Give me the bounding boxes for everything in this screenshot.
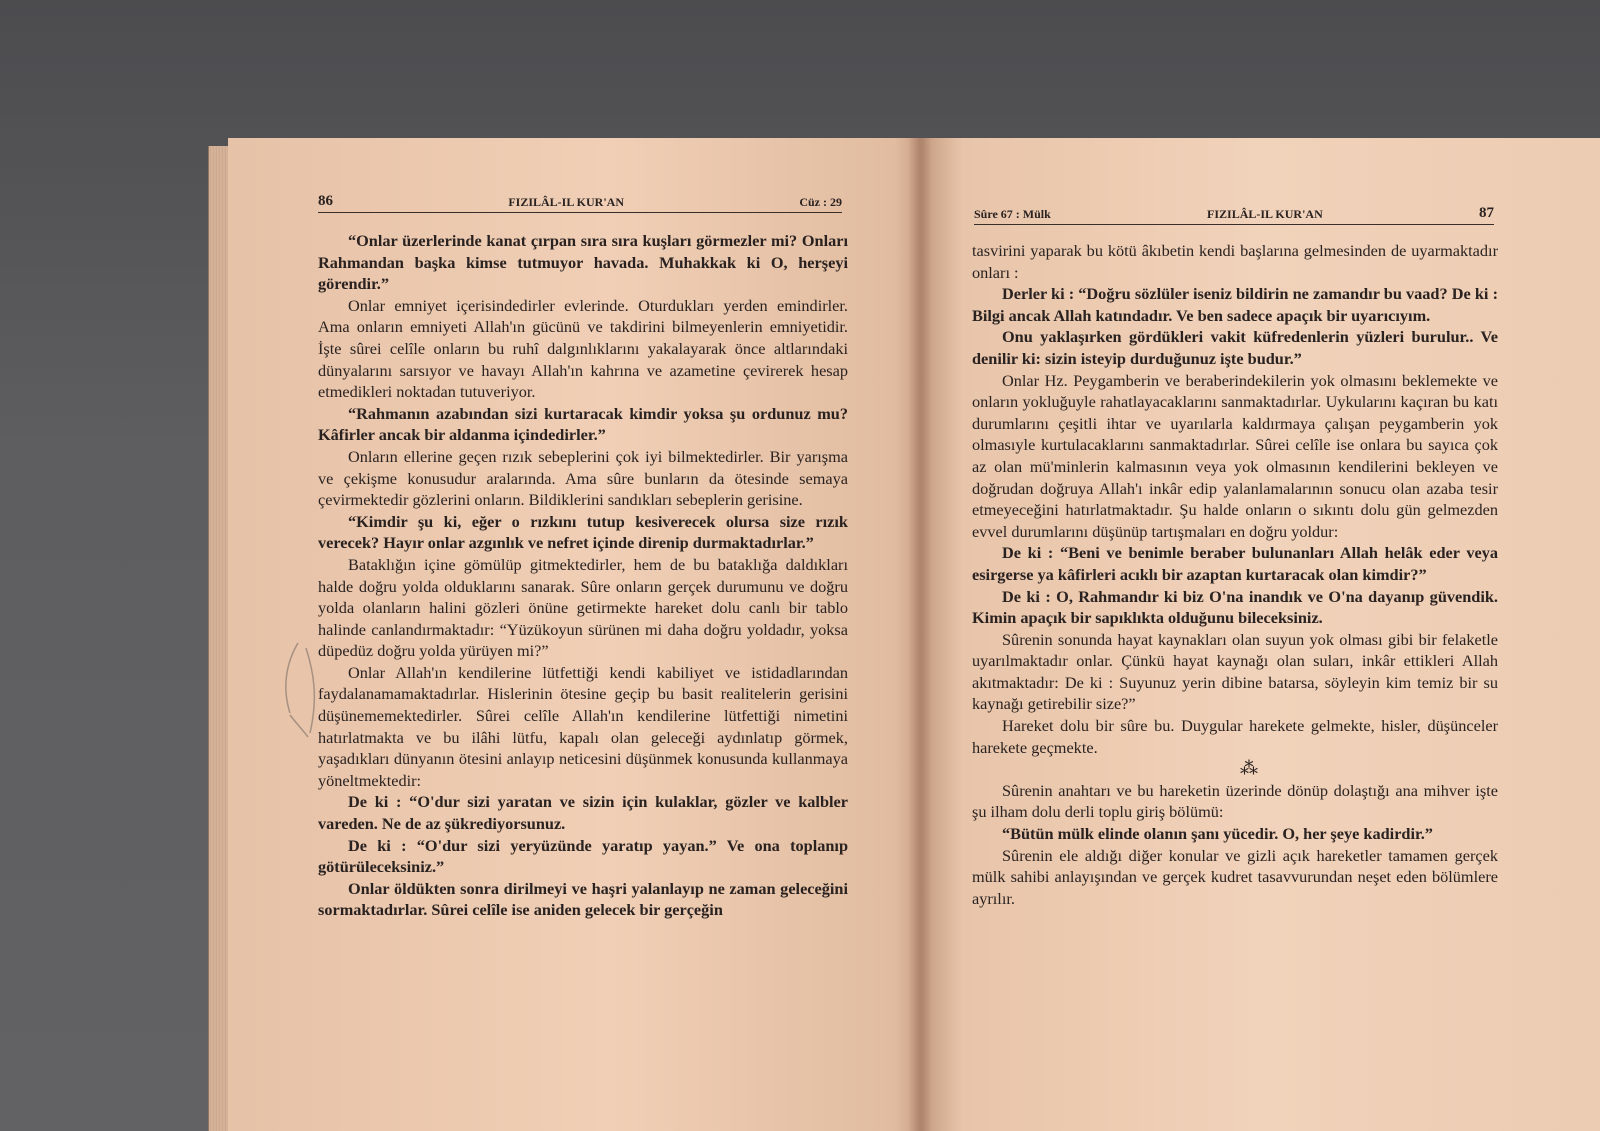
paragraph: Onlar emniyet içerisindedirler evlerinde. Oturdukları yerden emindirler. Ama onların emniyeti Allah'ın gücünü ve takdirini bilmeyenlerin emniyetidir. İşte sûrei celîle onların bu ruhî dalgınlıklarını yakalayarak önce altlarındaki dünyalarını sarsıyor ve havayı Allah'ın kahrına ve azametine çevirerek hesap etmedikleri noktadan tutuveriyor. xyxy=(318,295,848,402)
running-title: FIZILÂL-IL KUR'AN xyxy=(1207,207,1323,221)
paragraph: Onlar Allah'ın kendilerine lütfettiği kendi kabiliyet ve istidadlarından faydalanamamaktadırlar. Hislerinin ötesine geçip bu basit realitelerin gerisini düşünememektedirler. Sûrei celîle Allah'ın kendilerine lütfettiği nimetini hatırlatmakta ve bu ilâhi lütfu, kapalı olan geleceği aydınlatıp görmek, yaşadıkları dünyanın ötesini anlayıp neticesini düşünmek konusunda kullanmaya yöneltmektedir: xyxy=(318,662,848,790)
paragraph: Sûrenin ele aldığı diğer konular ve gizli açık hareketler tamamen gerçek mülk sahibi anlayışından ve gerçek kudret tasavvurundan neşet eden bölümlere ayrılır. xyxy=(972,845,1498,908)
paragraph: “Kimdir şu ki, eğer o rızkını tutup kesiverecek olursa size rızık verecek? Hayır onlar azgınlık ve nefret içinde direnip durmaktadırlar.” xyxy=(318,511,848,553)
paragraph: Onu yaklaşırken gördükleri vakit küfredenlerin yüzleri burulur.. Ve denilir ki: sizin isteyip durduğunuz işte budur.” xyxy=(972,327,1498,368)
section-label: Cüz : 29 xyxy=(799,195,842,209)
paragraph: “Onlar üzerlerinde kanat çırpan sıra sıra kuşları görmezler mi? Onları Rahmandan başka kimse tutmuyor havada. Muhakkak ki O, herşeyi görendir.” xyxy=(318,231,848,294)
right-page-body xyxy=(972,240,1498,909)
paragraph: Onların ellerine geçen rızık sebeplerini çok iyi bilmektedirler. Bir yarışma ve çekişme konusudur aralarında. Ama sûre bunların da ötesinde semaya çevirmektedir gözlerini onların. Bildiklerini sandıkları sebeplerin gerisine. xyxy=(318,446,848,510)
book-gutter xyxy=(908,138,932,1131)
paragraph: De ki : “O'dur sizi yaratan ve sizin için kulaklar, gözler ve kalbler vareden. Ne de az şükrediyorsunuz. xyxy=(318,792,848,834)
paragraph: “Rahmanın azabından sizi kurtaracak kimdir yoksa şu ordunuz mu? Kâfirler ancak bir aldanma içindedirler.” xyxy=(318,403,848,445)
page-number: 87 xyxy=(1478,205,1494,221)
paragraph: Onlar öldükten sonra dirilmeyi ve haşri yalanlayıp ne zaman geleceğini sormaktadırlar. Sûrei celîle ise aniden gelecek bir gerçeğin xyxy=(318,878,848,920)
right-body-part-2 xyxy=(972,780,1498,910)
right-page-header xyxy=(974,200,1494,225)
left-page xyxy=(228,138,922,1131)
open-book xyxy=(208,138,1600,1131)
left-page-body xyxy=(318,230,848,921)
left-page-header xyxy=(318,188,842,213)
right-page xyxy=(922,138,1600,1131)
right-body-part-1 xyxy=(972,240,1498,758)
paragraph: “Bütün mülk elinde olanın şanı yücedir. O, her şeye kadirdir.” xyxy=(1002,824,1433,844)
paragraph: Sûrenin anahtarı ve bu hareketin üzerinde dönüp dolaştığı ana mihver işte şu ilham dolu derli toplu giriş bölümü: xyxy=(972,780,1498,822)
section-separator: ⁂ xyxy=(1240,758,1260,779)
paragraph: De ki : “O'dur sizi yeryüzünde yaratıp yayan.” Ve ona toplanıp götürüleceksiniz.” xyxy=(318,835,848,877)
paragraph: Bataklığın içine gömülüp gitmektedirler, hem de bu bataklığa daldıkları halde doğru yolda olduklarını sanarak. Sûre onların gerçek durumunu ve doğru yolda olanların halini gözleri önüne getirmekte hareket dolu canlı bir tablo halinde canlandırmaktadır: “Yüzükoyun sürünen mi daha doğru yoldadır, yoksa düpedüz doğru yolda yürüyen mi?” xyxy=(318,554,848,661)
page-number: 86 xyxy=(318,193,333,209)
paragraph: Sûrenin sonunda hayat kaynakları olan suyun yok olması gibi bir felaketle uyarılmaktadır onlar. Çünkü hayat kaynağı olan suları, inkâr ettikleri Allah akıtmaktadır: De ki : Suyunuz yerin dibine batarsa, söyleyin kim temiz bir su kaynağı getirebilir size?” xyxy=(972,629,1498,714)
paragraph: Hareket dolu bir sûre bu. Duygular harekete gelmekte, hisler, düşünceler harekete geçmekte. xyxy=(972,716,1498,757)
section-label: Sûre 67 : Mülk xyxy=(974,207,1051,221)
paragraph: De ki : “Beni ve benimle beraber bulunanları Allah helâk eder veya esirgerse ya kâfirleri acıklı bir azaptan kurtaracak olan kimdir?” xyxy=(972,543,1498,584)
paragraph: Onlar Hz. Peygamberin ve beraberindekilerin yok olmasını beklemekte ve onların yokluğuyle rahatlayacaklarını sanmaktadırlar. Uykularını kaçıran bu katı durumlarını çeşitli ihtar ve uyarılarla kaldırmaya çalışan peygamberin yok olmasıyle kurtulacaklarını sanmaktadırlar. Sûrei celîle ise onlara bu sayıca çok az olan mü'minlerin kalmasının veya yok olmasının kendilerini bekleyen ve doğrudan doğruya Allah'ı inkâr edip yalanlamalarının sonucu olan azaba tesir etmeyeceğini hatırlatmaktadır. Şu halde onların o sıkıntı dolu gün gelmezden evvel durumlarını düşünüp tartışmaları en doğru yoldur: xyxy=(972,370,1498,541)
paragraph: De ki : O, Rahmandır ki biz O'na inandık ve O'na dayanıp güvendik. Kimin apaçık bir sapıklıkta olduğunu bileceksiniz. xyxy=(972,586,1498,628)
paragraph: Derler ki : “Doğru sözlüler iseniz bildirin ne zamandır bu vaad? De ki : Bilgi ancak Allah katındadır. Ve ben sadece apaçık bir uyarıcıyım. xyxy=(972,284,1498,325)
paragraph: tasvirini yaparak bu kötü âkıbetin kendi başlarına gelmesinden de uyarmaktadır onları : xyxy=(972,241,1498,282)
running-title: FIZILÂL-IL KUR'AN xyxy=(508,195,624,209)
